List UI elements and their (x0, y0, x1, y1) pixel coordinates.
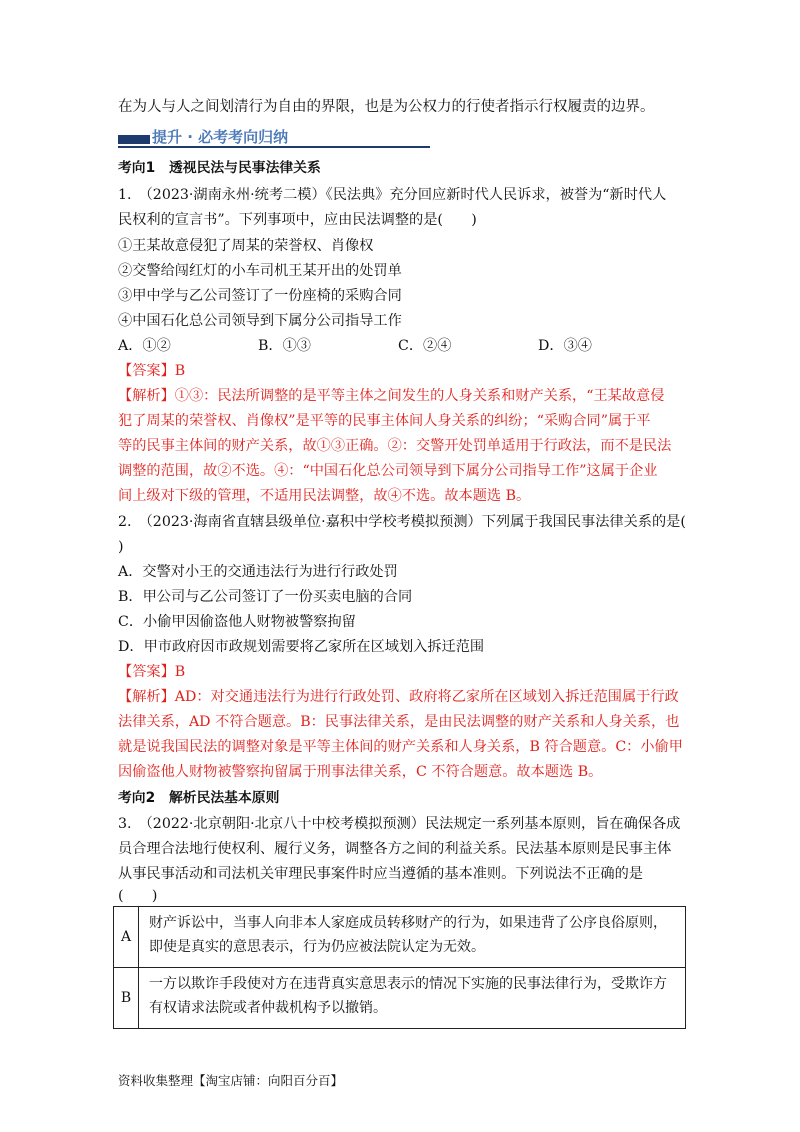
q1-choice-d: D．③④ (538, 338, 592, 354)
q1-analysis-line: 等的民事主体间的财产关系，故①③正确。②：交警开处罚单适用于行政法，而不是民法 (118, 438, 672, 454)
q1-item: ②交警给闯红灯的小车司机王某开出的处罚单 (118, 263, 402, 279)
q2-choice-c: C．小偷甲因偷盗他人财物被警察拘留 (118, 614, 356, 630)
q1-analysis-line: 犯了周某的荣誉权、肖像权”是平等的民事主体间人身关系的纠纷；“采购合同”属于平 (118, 413, 651, 429)
option-text-line: 一方以欺诈手段使对方在违背真实意思表示的情况下实施的民事法律行为，受欺诈方 (149, 976, 667, 992)
q3-stem-line: 3. （2022·北京朝阳·北京八十中校考模拟预测）民法规定一系列基本原则，旨在确保各成 (118, 816, 681, 832)
q1-analysis-line: 调整的范围，故②不选。④：“中国石化总公司领导到下属分公司指导工作”这属于企业 (118, 463, 658, 479)
q2-choice-a: A．交警对小王的交通违法行为进行行政处罚 (118, 564, 398, 580)
q2-stem-line: 2. （2023·海南省直辖县级单位·嘉积中学校考模拟预测）下列属于我国民事法律关系的是( (118, 514, 686, 530)
table-row (114, 968, 686, 1029)
q2-answer: 【答案】B (118, 664, 186, 680)
option-text (139, 968, 686, 1029)
option-label: A (114, 907, 139, 968)
q1-choice-a: A．①② (118, 338, 171, 354)
option-text-line: 即使是真实的意思表示，行为仍应被法院认定为无效。 (149, 939, 485, 955)
section-banner (118, 128, 430, 150)
banner-bar (118, 135, 150, 144)
q2-analysis-line: 法律关系，AD 不符合题意。B：民事法律关系，是由民法调整的财产关系和人身关系，也 (118, 714, 680, 730)
q1-item: ③甲中学与乙公司签订了一份座椅的采购合同 (118, 288, 402, 304)
q3-options-table (113, 906, 686, 1029)
intro-paragraph: 在为人与人之间划清行为自由的界限，也是为公权力的行使者指示行权履责的边界。 (118, 99, 655, 115)
option-label: B (114, 968, 139, 1029)
option-text (139, 907, 686, 968)
q1-item: ①王某故意侵犯了周某的荣誉权、肖像权 (118, 238, 374, 254)
banner-title: 提升 · 必考考向归纳 (152, 128, 289, 146)
q1-stem-line: 1. （2023·湖南永州·统考二模）《民法典》充分回应新时代人民诉求，被誉为“新时代人 (118, 187, 667, 203)
banner-rule (118, 146, 430, 148)
q3-stem-line: 从事民事活动和司法机关审理民事案件时应当遵循的基本准则。下列说法不正确的是 (118, 866, 643, 882)
option-text-line: 有权请求法院或者仲裁机构予以撤销。 (149, 1000, 387, 1016)
q2-analysis-line: 就是说我国民法的调整对象是平等主体间的财产关系和人身关系，B 符合题意。C：小偷甲 (118, 739, 683, 755)
q2-stem-line: ) (118, 539, 124, 555)
q3-stem-line: 员合理合法地行使权利、履行义务，调整各方之间的利益关系。民法基本原则是民事主体 (118, 841, 672, 857)
table-row (114, 907, 686, 968)
q2-choice-b: B．甲公司与乙公司签订了一份买卖电脑的合同 (118, 589, 413, 605)
q1-choice-c: C．②④ (398, 338, 452, 354)
q2-analysis-line: 因偷盗他人财物被警察拘留属于刑事法律关系，C 不符合题意。故本题选 B。 (118, 764, 603, 780)
q1-analysis-line: 【解析】①③：民法所调整的是平等主体之间发生的人身关系和财产关系，“王某故意侵 (118, 388, 665, 404)
q1-stem-line: 民权利的宣言书”。下列事项中，应由民法调整的是( ) (118, 212, 477, 228)
q1-analysis-line: 间上级对下级的管理，不适用民法调整，故④不选。故本题选 B。 (118, 488, 531, 504)
q3-stem-line: ( ) (118, 888, 158, 904)
section1-heading: 考向1 透视民法与民事法律关系 (118, 160, 321, 176)
q1-item: ④中国石化总公司领导到下属分公司指导工作 (118, 313, 402, 329)
page-footer: 资料收集整理【淘宝店铺：向阳百分百】 (118, 1073, 344, 1088)
q2-choice-d: D．甲市政府因市政规划需要将乙家所在区域划入拆迁范围 (118, 639, 485, 655)
q1-choice-b: B．①③ (258, 338, 311, 354)
section2-heading: 考向2 解析民法基本原则 (118, 790, 280, 806)
option-text-line: 财产诉讼中，当事人向非本人家庭成员转移财产的行为，如果违背了公序良俗原则， (149, 915, 667, 931)
q2-analysis-line: 【解析】AD：对交通违法行为进行行政处罚、政府将乙家所在区域划入拆迁范围属于行政 (118, 689, 679, 705)
q1-answer: 【答案】B (118, 363, 186, 379)
